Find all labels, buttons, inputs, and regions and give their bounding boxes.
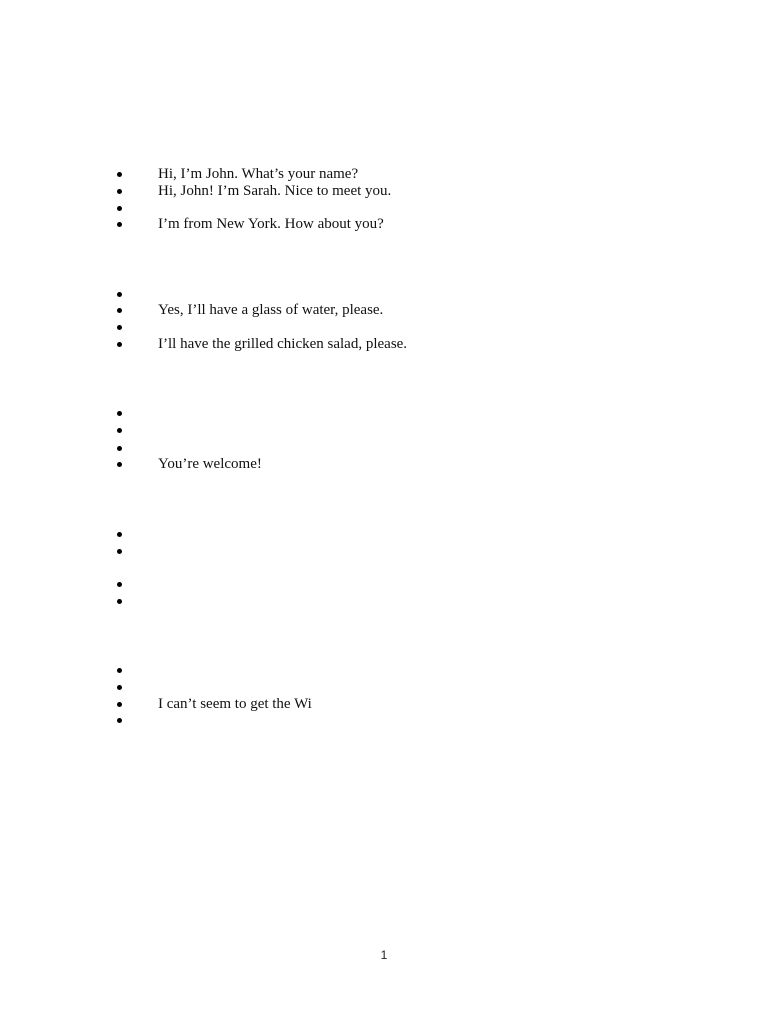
list-item [0, 286, 768, 303]
list-item-text: Hi, John! I’m Sarah. Nice to meet you. [158, 183, 392, 199]
bullet-icon [115, 593, 123, 610]
bullet-icon [115, 662, 123, 679]
bullet-icon [115, 696, 123, 713]
list-item [0, 662, 768, 679]
list-item [0, 183, 768, 200]
list-item [0, 336, 768, 353]
list-item [0, 576, 768, 593]
list-item-text: Yes, I’ll have a glass of water, please. [158, 302, 384, 318]
list-item-text: I can’t seem to get the Wi [158, 696, 312, 712]
bullet-icon [115, 679, 123, 696]
list-item [0, 166, 768, 183]
bullet-icon [115, 543, 123, 560]
bullet-icon [115, 422, 123, 439]
list-item-text: I’m from New York. How about you? [158, 216, 384, 232]
bullet-icon [115, 216, 123, 233]
bullet-icon [115, 712, 123, 729]
list-item [0, 543, 768, 560]
bullet-icon [115, 336, 123, 353]
list-item [0, 216, 768, 233]
list-item [0, 319, 768, 336]
list-item [0, 679, 768, 696]
bullet-icon [115, 319, 123, 336]
list-item [0, 302, 768, 319]
page-number: 1 [380, 948, 388, 962]
bullet-icon [115, 405, 123, 422]
bullet-icon [115, 286, 123, 303]
list-item [0, 200, 768, 217]
list-item [0, 422, 768, 439]
list-item-text: Hi, I’m John. What’s your name? [158, 166, 359, 182]
list-item [0, 526, 768, 543]
bullet-icon [115, 302, 123, 319]
list-item [0, 405, 768, 422]
bullet-icon [115, 183, 123, 200]
list-item [0, 593, 768, 610]
bullet-icon [115, 526, 123, 543]
bullet-icon [115, 166, 123, 183]
list-item [0, 696, 768, 713]
list-item-text: You’re welcome! [158, 456, 262, 472]
bullet-icon [115, 456, 123, 473]
bullet-icon [115, 200, 123, 217]
list-item [0, 712, 768, 729]
list-item [0, 456, 768, 473]
bullet-icon [115, 440, 123, 457]
list-item-text: I’ll have the grilled chicken salad, please. [158, 336, 408, 352]
list-item [0, 440, 768, 457]
bullet-icon [115, 576, 123, 593]
